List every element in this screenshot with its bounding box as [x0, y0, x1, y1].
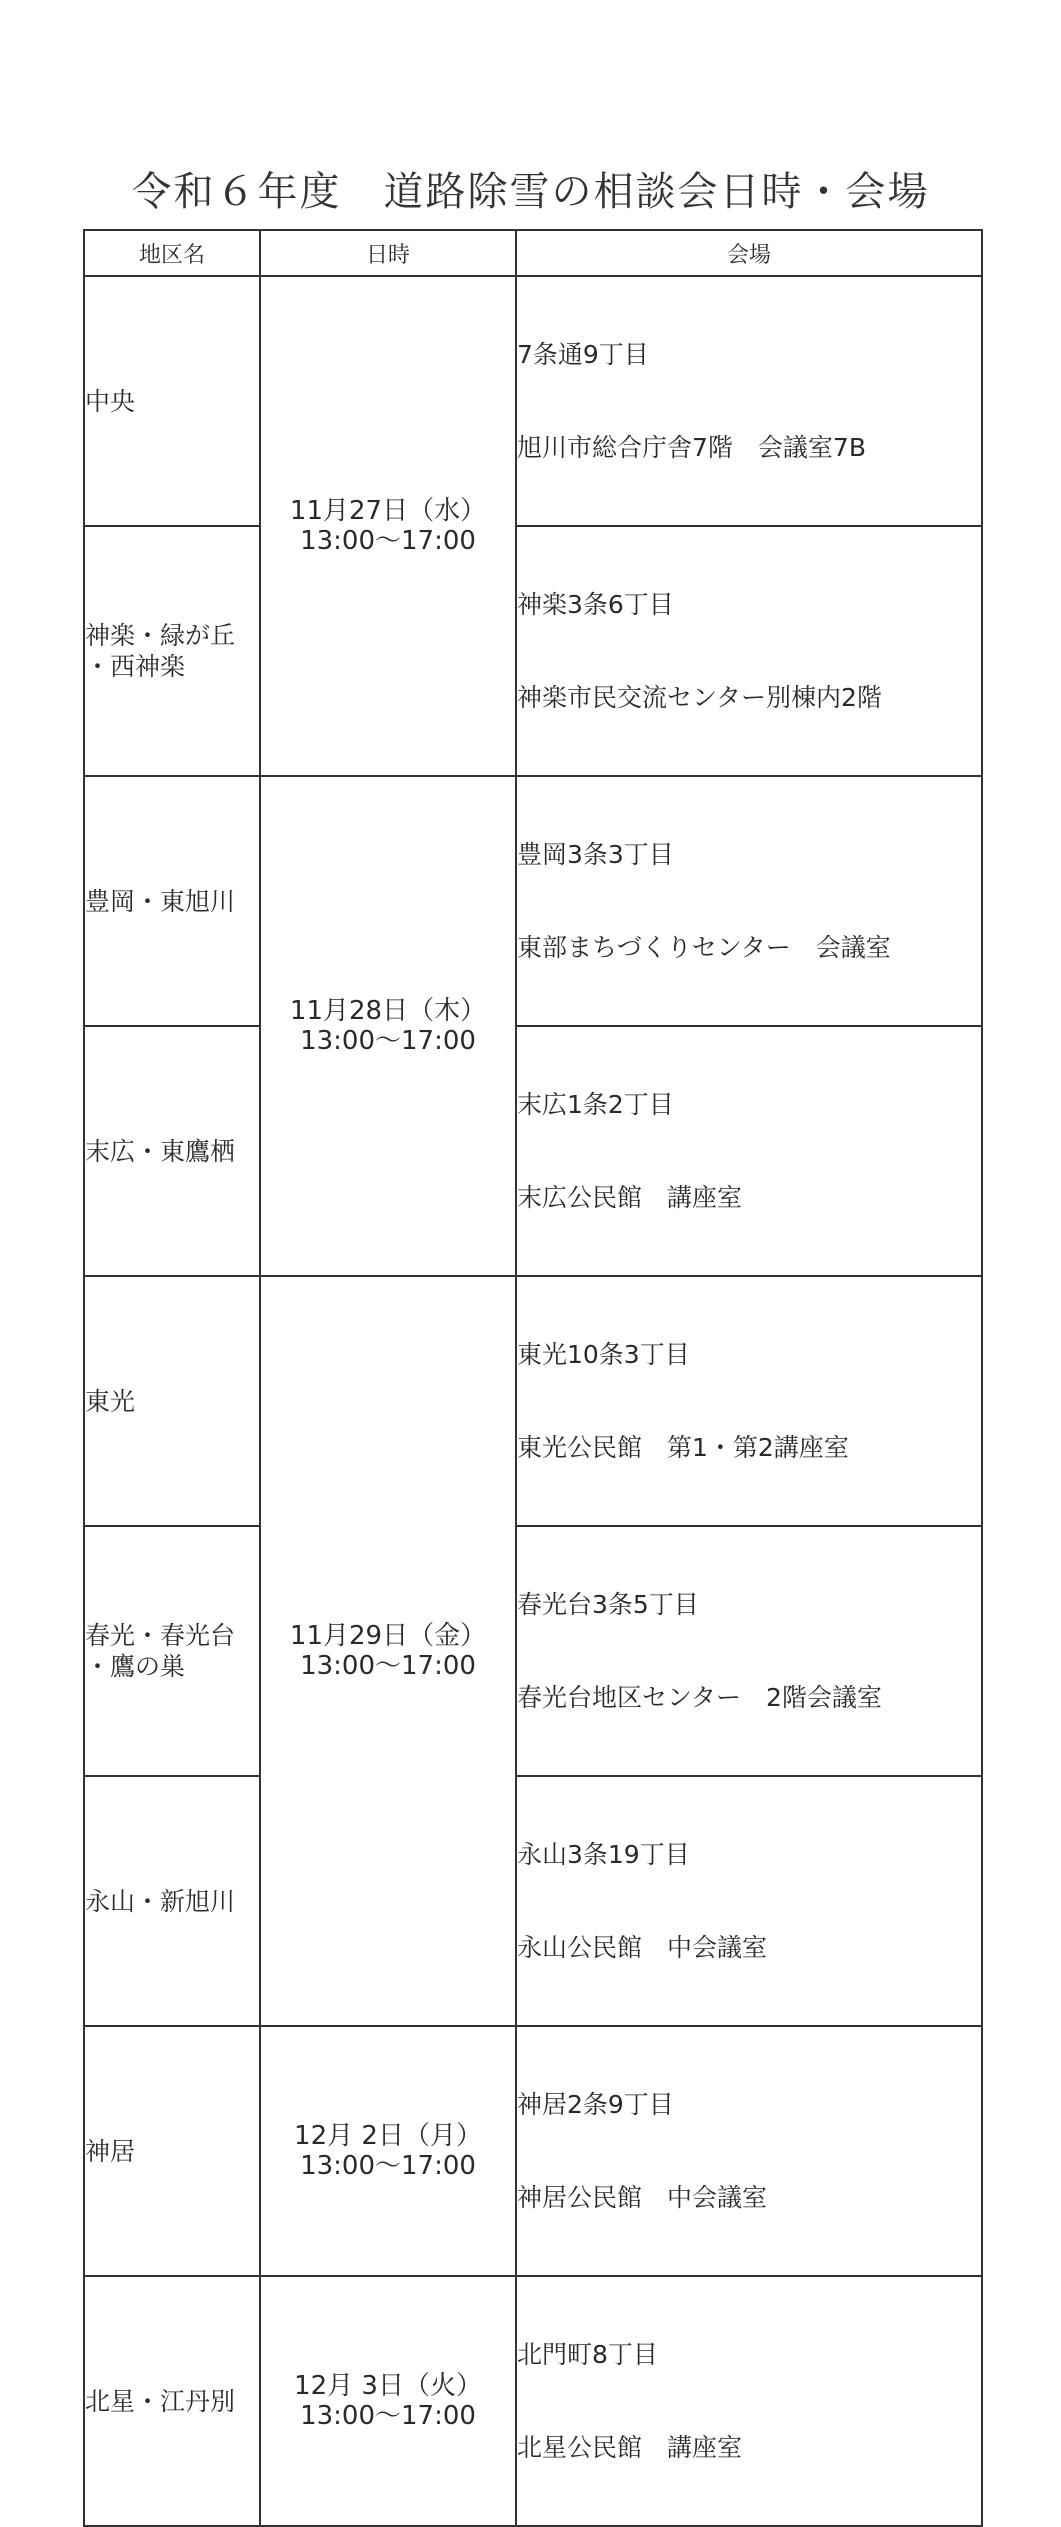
venue-address: 北門町8丁目	[517, 2340, 658, 2369]
header-district: 地区名	[84, 230, 260, 276]
venue-cell	[516, 276, 982, 526]
district-name: 神居	[85, 2136, 136, 2166]
time-text: 13:00～17:00	[300, 1026, 476, 1056]
venue-cell	[516, 2276, 982, 2526]
schedule-table	[83, 229, 983, 2527]
table-row	[84, 1776, 982, 2026]
venue-cell	[516, 1776, 982, 2026]
time-text: 13:00～17:00	[300, 1651, 476, 1681]
datetime-cell	[260, 2276, 516, 2526]
district-name: 春光・春光台	[85, 1621, 236, 1650]
datetime-cell	[260, 776, 516, 1276]
date-text: 12月 3日（火）	[294, 2371, 482, 2401]
district-cell	[84, 2026, 260, 2276]
table-row	[84, 1526, 982, 1776]
venue-cell	[516, 2026, 982, 2276]
header-datetime: 日時	[260, 230, 516, 276]
venue-address: 東光10条3丁目	[517, 1340, 690, 1369]
table-row	[84, 1026, 982, 1276]
table-row	[84, 276, 982, 526]
venue-cell	[516, 526, 982, 776]
venue-name: 東光公民館 第1・第2講座室	[517, 1433, 849, 1462]
table-row	[84, 526, 982, 776]
district-cell	[84, 526, 260, 776]
venue-address: 末広1条2丁目	[517, 1090, 674, 1119]
district-name: 永山・新旭川	[85, 1886, 236, 1916]
venue-address: 春光台3条5丁目	[517, 1590, 699, 1619]
venue-address: 豊岡3条3丁目	[517, 840, 674, 869]
district-name-cont: ・西神楽	[85, 652, 186, 681]
district-name-cont: ・鷹の巣	[85, 1652, 186, 1681]
district-cell	[84, 276, 260, 526]
district-cell	[84, 1276, 260, 1526]
district-cell	[84, 776, 260, 1026]
venue-cell	[516, 1026, 982, 1276]
district-name: 北星・江丹別	[85, 2386, 236, 2416]
venue-name: 永山公民館 中会議室	[517, 1933, 768, 1962]
district-name: 豊岡・東旭川	[85, 886, 236, 916]
district-name: 神楽・緑が丘	[85, 621, 236, 650]
date-text: 11月29日（金）	[289, 1621, 487, 1651]
venue-address: 7条通9丁目	[517, 340, 649, 369]
header-venue: 会場	[516, 230, 982, 276]
datetime-cell	[260, 2026, 516, 2276]
table-row	[84, 776, 982, 1026]
table-row	[84, 1276, 982, 1526]
time-text: 13:00～17:00	[300, 526, 476, 556]
venue-name: 旭川市総合庁舎7階 会議室7B	[517, 433, 866, 462]
district-cell	[84, 1776, 260, 2026]
datetime-cell	[260, 276, 516, 776]
datetime-cell	[260, 1276, 516, 2026]
venue-cell	[516, 776, 982, 1026]
page-title: 令和６年度 道路除雪の相談会日時・会場	[131, 169, 930, 215]
table-row	[84, 2276, 982, 2526]
venue-cell	[516, 1526, 982, 1776]
venue-name: 神居公民館 中会議室	[517, 2183, 768, 2212]
date-text: 12月 2日（月）	[294, 2121, 482, 2151]
table-row	[84, 2026, 982, 2276]
venue-address: 永山3条19丁目	[517, 1840, 690, 1869]
venue-name: 東部まちづくりセンター 会議室	[517, 933, 891, 962]
district-cell	[84, 1026, 260, 1276]
time-text: 13:00～17:00	[300, 2401, 476, 2431]
district-name: 中央	[85, 386, 136, 416]
time-text: 13:00～17:00	[300, 2151, 476, 2181]
venue-name: 末広公民館 講座室	[517, 1183, 743, 1212]
district-cell	[84, 1526, 260, 1776]
venue-address: 神楽3条6丁目	[517, 590, 674, 619]
date-text: 11月27日（水）	[289, 496, 487, 526]
date-text: 11月28日（木）	[289, 996, 487, 1026]
venue-address: 神居2条9丁目	[517, 2090, 674, 2119]
venue-name: 北星公民館 講座室	[517, 2433, 743, 2462]
header-row	[84, 230, 982, 276]
venue-name: 春光台地区センター 2階会議室	[517, 1683, 882, 1712]
venue-cell	[516, 1276, 982, 1526]
district-name: 末広・東鷹栖	[85, 1136, 236, 1166]
venue-name: 神楽市民交流センター別棟内2階	[517, 683, 882, 712]
district-name: 東光	[85, 1386, 136, 1416]
district-cell	[84, 2276, 260, 2526]
